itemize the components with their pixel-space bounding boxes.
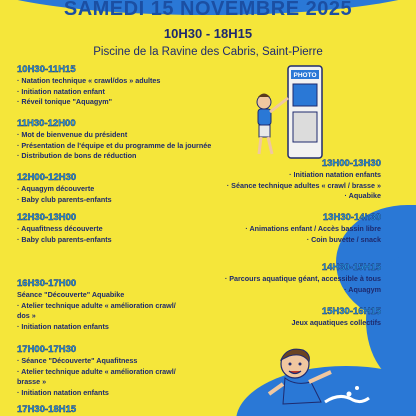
activity-item: · Réveil tonique "Aquagym"	[17, 97, 113, 106]
event-date: SAMEDI 15 NOVEMBRE 2025	[63, 0, 353, 20]
activity-item: · Aquagym	[344, 284, 381, 294]
time-slot: 10H30-11H15	[17, 64, 76, 75]
activity-item: · Mot de bienvenue du président	[17, 130, 128, 139]
activity-item: · Séance technique adultes « crawl / brasse »	[226, 180, 381, 190]
activity-item: · Baby club parents-enfants	[17, 234, 112, 244]
activity-item: · Initiation natation enfants	[17, 321, 109, 331]
right-schedule-block	[121, 212, 381, 245]
activity-item: · Initiation natation enfants	[289, 170, 381, 179]
activity-item: · Coin buvette / snack	[306, 234, 381, 244]
activity-item: · Parcours aquatique géant, accessible à tous	[224, 274, 381, 283]
time-slot: 12H00-12H30	[17, 172, 77, 183]
right-schedule-block	[121, 158, 381, 202]
activity-item: dos »	[17, 311, 36, 320]
activity-item: · Initiation natation enfants	[17, 387, 109, 397]
swimming-child-illustration	[265, 342, 375, 416]
activity-item: · Aquabike	[344, 191, 381, 200]
activity-item: · Animations enfant / Accès bassin libre	[245, 224, 381, 233]
right-schedule-block	[121, 262, 381, 295]
left-schedule-block	[17, 64, 265, 108]
left-schedule-block	[17, 118, 265, 162]
activity-item: · Séance "Découverte" Aquafitness	[17, 356, 138, 365]
activity-item: · Présentation de l'équipe et du programme de la journée	[17, 140, 212, 150]
activity-item: Jeux aquatiques collectifs	[291, 318, 381, 327]
time-slot: 13H30-14h30	[322, 212, 381, 223]
time-slot: 16H30-17H00	[17, 278, 77, 289]
time-slot: 11H30-12H00	[17, 118, 76, 129]
time-slot: 13H00-13H30	[321, 158, 381, 169]
activity-item: Séance "Découverte" Aquabike	[17, 290, 125, 299]
left-schedule-block	[17, 344, 265, 398]
right-schedule-block	[121, 306, 381, 329]
time-slot: 15H30-16H15	[321, 306, 381, 317]
activity-item: · Distribution de bons de réduction	[17, 151, 137, 160]
booth-label: PHOTO	[293, 72, 317, 79]
activity-item: · Atelier technique adulte « amélioration crawl/	[17, 300, 176, 310]
activity-item: · Atelier technique adulte « amélioration crawl/	[17, 366, 176, 376]
activity-item: · Aquafitness découverte	[17, 224, 103, 233]
time-slot: 17H30-18H15	[17, 404, 77, 415]
activity-item: · Initiation natation enfant	[17, 86, 105, 96]
time-slot: 17H00-17H30	[17, 344, 77, 355]
event-hours: 10H30 - 18H15	[163, 26, 253, 41]
activity-item: · Natation technique « crawl/dos » adultes	[17, 76, 161, 85]
left-schedule-block	[17, 404, 265, 416]
event-location: Piscine de la Ravine des Cabris, Saint-Pierre	[93, 46, 323, 58]
time-slot: 14H30-15H15	[321, 262, 381, 273]
activity-item: brasse »	[17, 377, 47, 386]
activity-item: · Baby club parents-enfants	[17, 194, 112, 204]
activity-item: · Aquagym découverte	[17, 184, 95, 193]
time-slot: 12H30-13H00	[17, 212, 77, 223]
